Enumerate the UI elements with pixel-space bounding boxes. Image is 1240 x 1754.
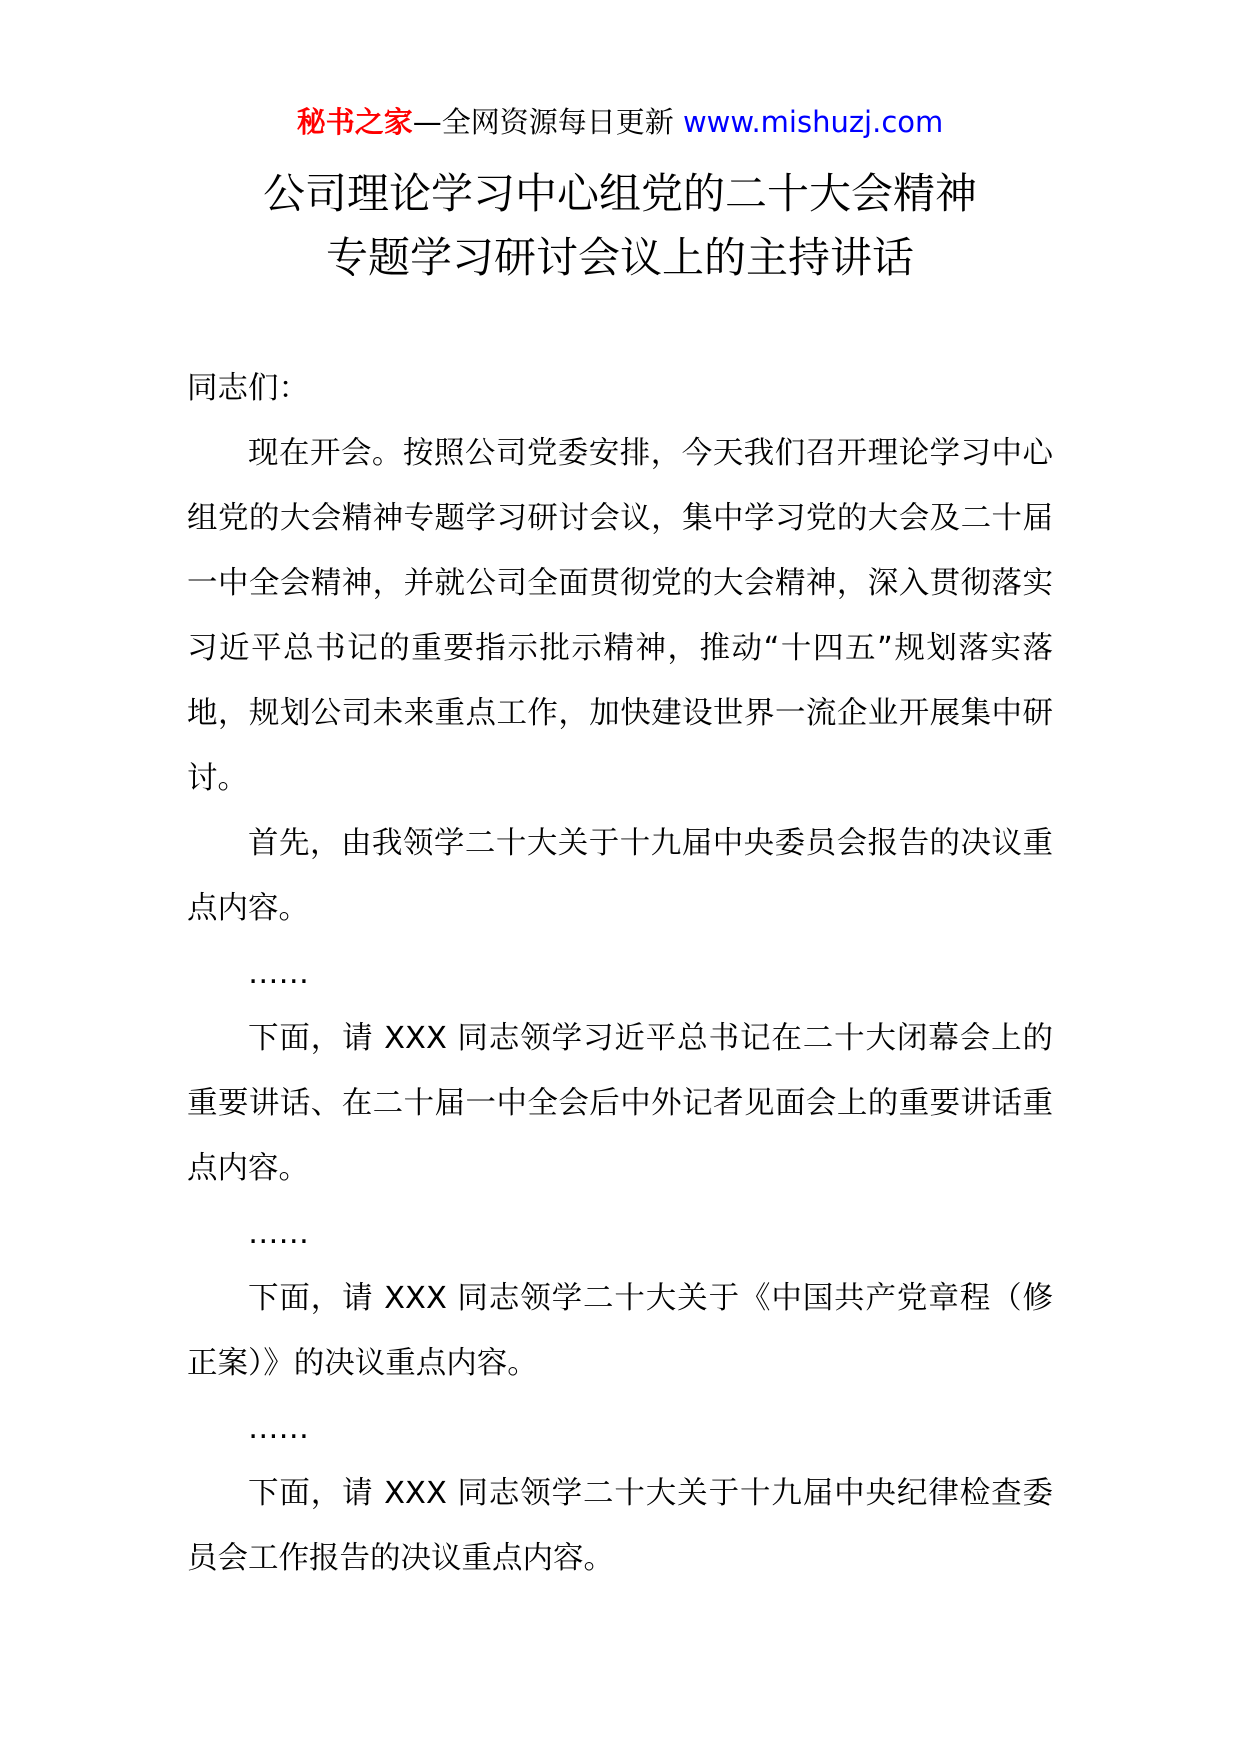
site-brand: 秘书之家 xyxy=(296,105,413,139)
site-url-link[interactable]: www.mishuzj.com xyxy=(682,105,944,139)
site-slogan: —全网资源每日更新 xyxy=(412,105,683,139)
ellipsis-2: …… xyxy=(248,1216,309,1251)
paragraph-fourth-study: 下面，请 XXX 同志领学二十大关于十九届中央纪律检查委员会工作报告的决议重点内容。 xyxy=(187,1476,1053,1576)
title-line-1: 公司理论学习中心组党的二十大会精神 xyxy=(262,169,977,218)
document-body xyxy=(187,356,1053,1591)
paragraph-second-study: 下面，请 XXX 同志领学习近平总书记在二十大闭幕会上的重要讲话、在二十届一中全会后中外记者见面会上的重要讲话重点内容。 xyxy=(187,1021,1053,1186)
document-title xyxy=(0,162,1240,290)
title-line-2: 专题学习研讨会议上的主持讲话 xyxy=(325,233,914,282)
paragraph-first-study: 首先，由我领学二十大关于十九届中央委员会报告的决议重点内容。 xyxy=(187,826,1053,926)
ellipsis-1: …… xyxy=(248,956,309,991)
salutation: 同志们： xyxy=(187,371,309,406)
site-header xyxy=(0,100,1240,144)
paragraph-third-study: 下面，请 XXX 同志领学二十大关于《中国共产党章程（修正案）》的决议重点内容。 xyxy=(187,1281,1053,1381)
paragraph-opening: 现在开会。按照公司党委安排，今天我们召开理论学习中心组党的大会精神专题学习研讨会议，集中学习党的大会及二十届一中全会精神，并就公司全面贯彻党的大会精神，深入贯彻落实习近平总书记的重要指示批示精神，推动“十四五”规划落实落地，规划公司未来重点工作，加快建设世界一流企业开展集中研讨。 xyxy=(187,436,1053,796)
ellipsis-3: …… xyxy=(248,1411,309,1446)
